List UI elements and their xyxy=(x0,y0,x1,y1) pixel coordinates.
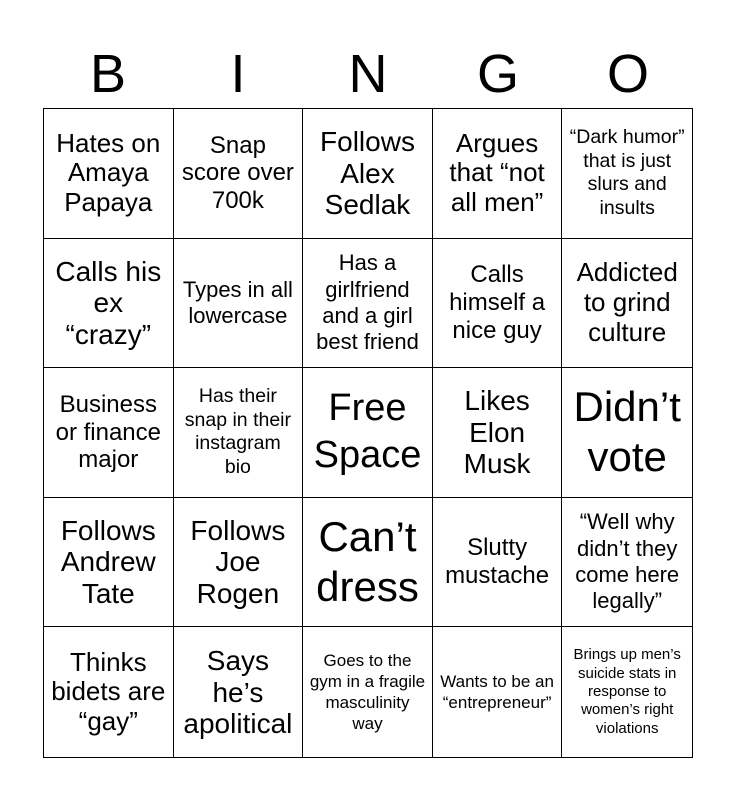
bingo-cell-text: “Well why didn’t they come here legally” xyxy=(575,509,680,614)
header-letter-i: I xyxy=(230,44,246,104)
bingo-cell-r1-c1[interactable] xyxy=(174,239,304,369)
bingo-cell-r2-c1[interactable] xyxy=(174,368,304,498)
bingo-cell-text: Likes Elon Musk xyxy=(463,385,531,480)
bingo-cell-text: Types in all lowercase xyxy=(182,276,293,328)
bingo-cell-r2-c2-free-space[interactable] xyxy=(303,368,433,498)
bingo-cell-text: Slutty mustache xyxy=(445,534,550,590)
bingo-header xyxy=(43,40,693,108)
bingo-cell-text: Argues that “not all men” xyxy=(449,127,545,218)
bingo-cell-text: Has a girlfriend and a girl best friend xyxy=(316,250,419,355)
header-letter-b: B xyxy=(89,44,127,104)
bingo-cell-r1-c3[interactable] xyxy=(433,239,563,369)
header-letter-o: O xyxy=(606,44,649,104)
bingo-cell-r4-c1[interactable] xyxy=(174,627,304,757)
bingo-cell-text: Follows Joe Rogen xyxy=(190,515,286,609)
bingo-cell-text: Didn’t vote xyxy=(573,383,681,481)
bingo-cell-r2-c3[interactable] xyxy=(433,368,563,498)
bingo-cell-r3-c1[interactable] xyxy=(174,498,304,628)
bingo-cell-r4-c3[interactable] xyxy=(433,627,563,757)
bingo-cell-r1-c0[interactable] xyxy=(44,239,174,369)
bingo-cell-r0-c0[interactable] xyxy=(44,109,174,239)
bingo-cell-r1-c2[interactable] xyxy=(303,239,433,369)
bingo-cell-r1-c4[interactable] xyxy=(562,239,692,369)
bingo-cell-r3-c0[interactable] xyxy=(44,498,174,628)
bingo-cell-r4-c2[interactable] xyxy=(303,627,433,757)
bingo-cell-text: Business or finance major xyxy=(55,390,161,474)
bingo-cell-text: Hates on Amaya Papaya xyxy=(56,127,161,218)
bingo-cell-r0-c2[interactable] xyxy=(303,109,433,239)
bingo-cell-r2-c4[interactable] xyxy=(562,368,692,498)
bingo-cell-r2-c0[interactable] xyxy=(44,368,174,498)
bingo-cell-r0-c3[interactable] xyxy=(433,109,563,239)
header-letter-g: G xyxy=(476,44,519,104)
bingo-cell-text: Calls his ex “crazy” xyxy=(55,255,162,350)
bingo-cell-r0-c4[interactable] xyxy=(562,109,692,239)
bingo-cell-text: Wants to be an “entrepreneur” xyxy=(440,671,554,713)
bingo-cell-text: Free Space xyxy=(313,386,422,477)
bingo-cell-text: “Dark humor” that is just slurs and insults xyxy=(569,125,685,220)
bingo-cell-r3-c3[interactable] xyxy=(433,498,563,628)
bingo-cell-r4-c4[interactable] xyxy=(562,627,692,757)
bingo-cell-r4-c0[interactable] xyxy=(44,627,174,757)
bingo-board xyxy=(43,108,693,758)
bingo-cell-text: Brings up men’s suicide stats in response to women’s right violations xyxy=(573,646,681,737)
bingo-cell-text: Follows Andrew Tate xyxy=(60,515,156,609)
bingo-cell-text: Follows Alex Sedlak xyxy=(320,126,415,220)
bingo-cell-text: Goes to the gym in a fragile masculinity way xyxy=(309,650,426,734)
bingo-cell-text: Has their snap in their instagram bio xyxy=(184,384,291,479)
bingo-cell-r3-c2[interactable] xyxy=(303,498,433,628)
bingo-cell-text: Snap score over 700k xyxy=(181,131,294,215)
bingo-cell-r0-c1[interactable] xyxy=(174,109,304,239)
bingo-cell-text: Thinks bidets are “gay” xyxy=(51,646,166,736)
bingo-cell-text: Addicted to grind culture xyxy=(576,257,678,347)
header-letter-n: N xyxy=(348,44,388,104)
bingo-cell-text: Can’t dress xyxy=(316,512,419,611)
bingo-cell-r3-c4[interactable] xyxy=(562,498,692,628)
bingo-cell-text: Says he’s apolitical xyxy=(183,645,293,739)
bingo-cell-text: Calls himself a nice guy xyxy=(449,261,546,344)
